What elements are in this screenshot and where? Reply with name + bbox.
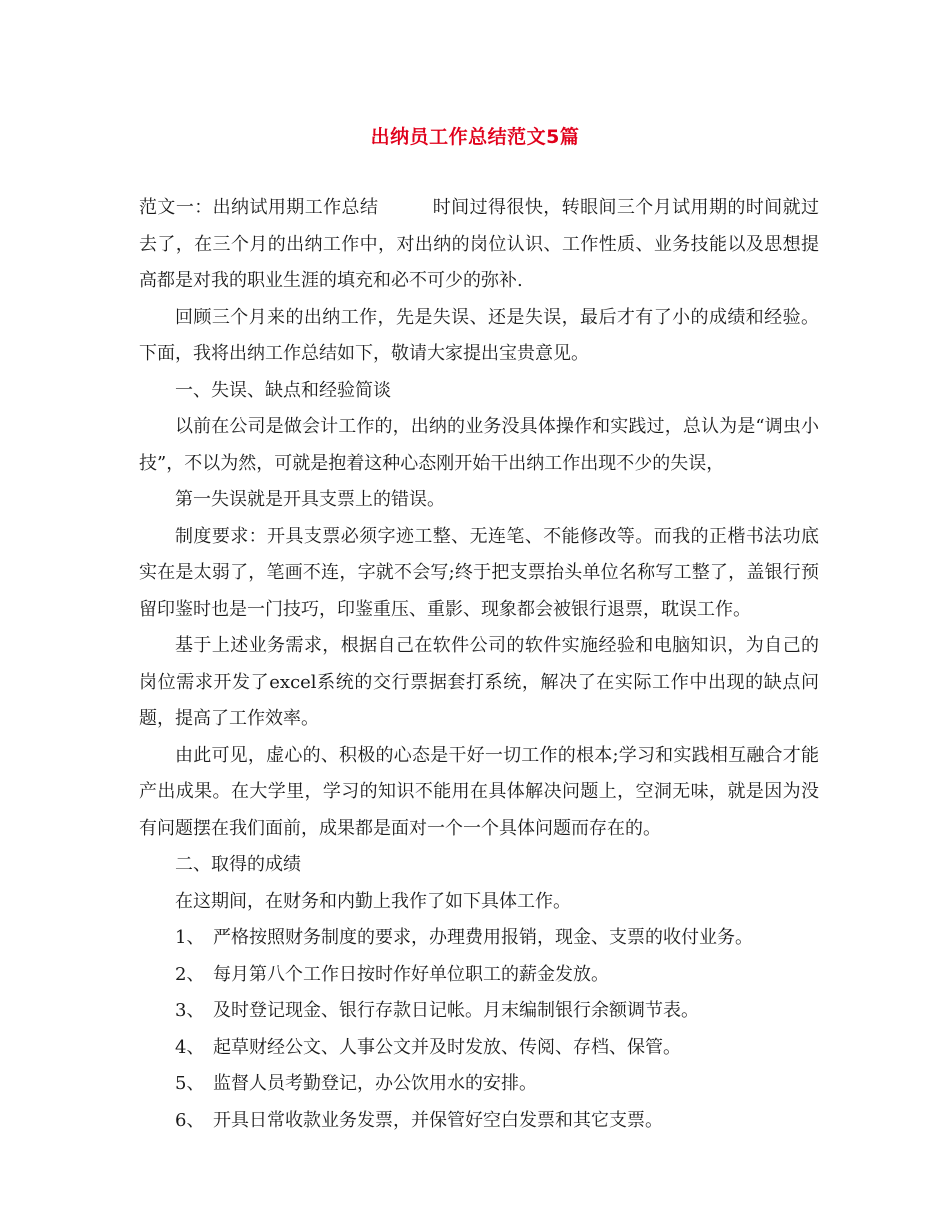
list-item-number: 1、 (175, 927, 205, 948)
list-item-number: 5、 (175, 1073, 205, 1094)
list-item (139, 957, 819, 994)
document-title: 出纳员工作总结范文5篇 (370, 126, 580, 148)
list-item (139, 1030, 819, 1067)
paragraph-review: 回顾三个月来的出纳工作，先是失误、还是失误，最后才有了小的成绩和经验。下面，我将出纳工作总结如下，敬请大家提出宝贵意见。 (139, 306, 819, 364)
paragraph-requirements: 制度要求：开具支票必须字迹工整、无连笔、不能修改等。而我的正楷书法功底实在是太弱了，笔画不连，字就不会写;终于把支票抬头单位名称写工整了，盖银行预留印鉴时也是一门技巧，印鉴重压、重影、现象都会被银行退票，耽误工作。 (139, 525, 819, 620)
list-item (139, 993, 819, 1030)
list-item-text: 每月第八个工作日按时作好单位职工的薪金发放。 (213, 963, 609, 985)
list-item-text: 开具日常收款业务发票，并保管好空白发票和其它支票。 (213, 1109, 663, 1131)
section-heading-1: 一、失误、缺点和经验简谈 (175, 379, 391, 401)
list-item (139, 1066, 819, 1103)
list-item-text: 及时登记现金、银行存款日记帐。月末编制银行余额调节表。 (213, 1000, 699, 1021)
list-item-number: 4、 (175, 1036, 205, 1058)
intro-text: 时间过得很快，转眼间三个月试用期的时间就过去了，在三个月的出纳工作中，对出纳的岗位认识、工作性质、业务技能以及思想提高都是对我的职业生涯的填充和必不可少的弥补. (139, 197, 820, 291)
paragraph-duties-intro: 在这期间，在财务和内勤上我作了如下具体工作。 (175, 890, 571, 912)
list-item (139, 1103, 819, 1140)
paragraph-conclusion: 由此可见，虚心的、积极的心态是干好一切工作的根本;学习和实践相互融合才能产出成果。在大学里，学习的知识不能用在具体解决问题上，空洞无味，就是因为没有问题摆在我们面前，成果都是面对一个一个具体问题而存在的。 (139, 744, 819, 839)
paragraph-solution: 基于上述业务需求，根据自己在软件公司的软件实施经验和电脑知识，为自己的岗位需求开发了excel系统的交行票据套打系统，解决了在实际工作中出现的缺点问题，提高了工作效率。 (139, 635, 819, 729)
list-item-number: 2、 (175, 963, 205, 985)
intro-label: 范文一：出纳试用期工作总结 (139, 197, 379, 218)
intro-paragraph (139, 190, 819, 300)
list-item-text: 监督人员考勤登记，办公饮用水的安排。 (213, 1073, 537, 1094)
list-item-text: 严格按照财务制度的要求，办理费用报销，现金、支票的收付业务。 (213, 927, 753, 948)
list-item-text: 起草财经公文、人事公文并及时发放、传阅、存档、保管。 (213, 1036, 681, 1058)
list-item-number: 3、 (175, 1000, 205, 1021)
section-heading-2: 二、取得的成绩 (175, 854, 301, 875)
document-body (139, 190, 819, 1139)
paragraph-past-work: 以前在公司是做会计工作的，出纳的业务没具体操作和实践过，总认为是“调虫小技”，不以为然，可就是抱着这种心态刚开始干出纳工作出现不少的失误， (139, 416, 819, 474)
list-item-number: 6、 (175, 1109, 205, 1131)
list-item (139, 920, 819, 957)
paragraph-first-mistake: 第一失误就是开具支票上的错误。 (175, 489, 445, 510)
